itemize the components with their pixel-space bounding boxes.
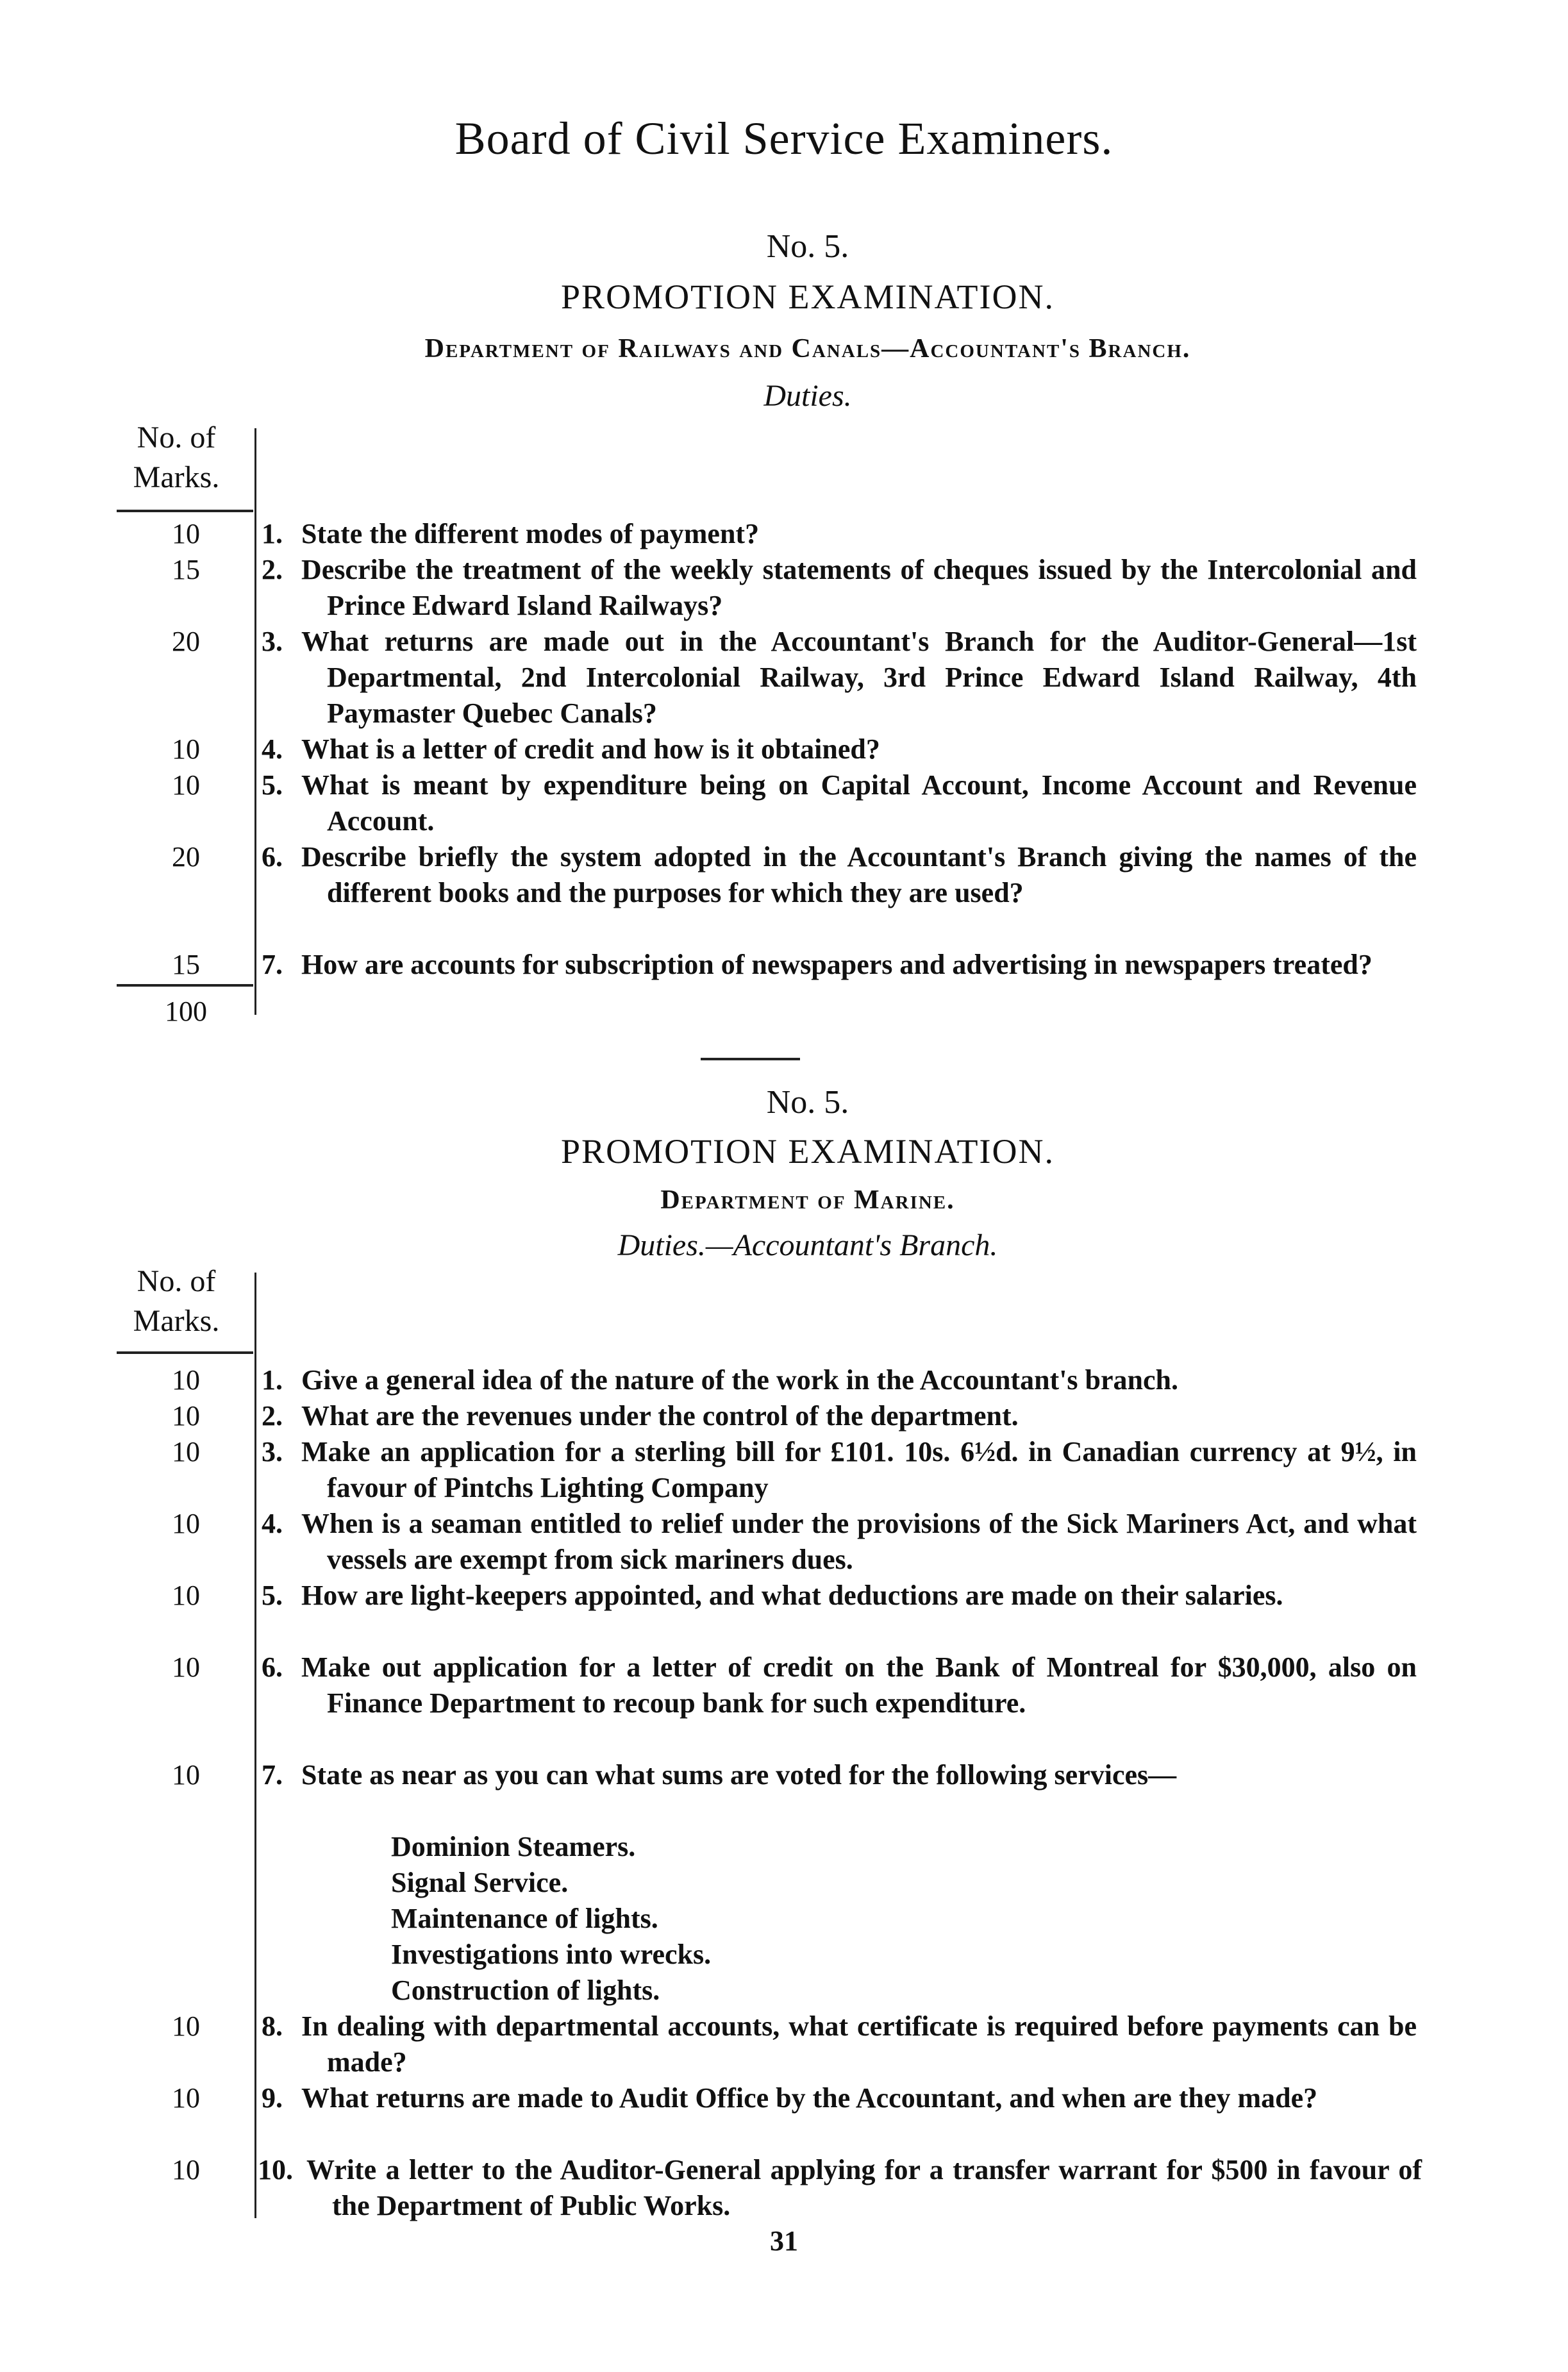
question-number: 1.	[262, 518, 283, 549]
duties-subtitle: Duties.	[763, 379, 852, 413]
question-text: Make out application for a letter of credit on the Bank of Montreal for $30,000, also on Finance Department to recoup bank for such expenditure.	[301, 1651, 1417, 1719]
question-row	[0, 1398, 1568, 1434]
board-title: Board of Civil Service Examiners.	[455, 113, 1113, 164]
question-marks: 15	[172, 554, 200, 585]
service-item: Signal Service.	[391, 1867, 569, 1898]
question-marks: 10	[172, 1436, 200, 1467]
marks-column-header	[96, 1262, 256, 1341]
question-row	[0, 839, 1568, 947]
question-number: 4.	[262, 733, 283, 765]
question-number: 2.	[262, 554, 283, 585]
question-marks: 10	[172, 1759, 200, 1791]
marks-header-line: No. of	[137, 421, 216, 455]
question-text: Describe briefly the system adopted in the Accountant's Branch giving the names of the different books and the purposes for which they are used?	[301, 841, 1417, 908]
question-number: 5.	[262, 769, 283, 801]
question-text: State as near as you can what sums are voted for the following services—	[301, 1759, 1177, 1791]
question-row	[0, 624, 1568, 731]
services-list	[391, 1829, 711, 2009]
exam-title: PROMOTION EXAMINATION.	[561, 278, 1055, 316]
question-marks: 10	[172, 733, 200, 765]
question-number: 1.	[262, 1364, 283, 1396]
question-row	[0, 2009, 1568, 2080]
question-number: 7.	[262, 1759, 283, 1791]
question-marks: 10	[172, 2082, 200, 2114]
question-row	[0, 1506, 1568, 1578]
question-number: 3.	[262, 1436, 283, 1467]
marks-header-rule	[117, 1351, 253, 1354]
marks-header-line: Marks.	[133, 460, 220, 494]
question-number: 8.	[262, 2010, 283, 2042]
service-item: Investigations into wrecks.	[391, 1939, 712, 1970]
question-number: 7.	[262, 949, 283, 980]
question-text: Give a general idea of the nature of the work in the Accountant's branch.	[301, 1364, 1179, 1396]
department-heading: Department of Marine.	[660, 1185, 955, 1215]
question-row	[0, 1434, 1568, 1506]
question-text: What are the revenues under the control of the department.	[301, 1400, 1019, 1432]
question-row	[0, 552, 1568, 624]
question-marks: 20	[172, 841, 200, 873]
duties-subtitle: Duties.—Accountant's Branch.	[617, 1228, 998, 1262]
question-marks: 10	[172, 518, 200, 549]
marks-column-header	[96, 418, 256, 497]
page-number: 31	[770, 2225, 798, 2257]
marks-total: 100	[165, 996, 207, 1027]
question-text: What returns are made out in the Accountant's Branch for the Auditor-General—1st Departmental, 2nd Intercolonial Railway, 3rd Prince Edward Island Railway, 4th Paymaster Quebec Canals?	[301, 626, 1417, 729]
exam-title: PROMOTION EXAMINATION.	[561, 1132, 1055, 1171]
question-row	[0, 767, 1568, 839]
question-marks: 10	[172, 2154, 200, 2185]
question-row	[0, 1650, 1568, 1757]
section-separator	[701, 1058, 800, 1060]
question-text: In dealing with departmental accounts, what certificate is required before payments can be made?	[301, 2010, 1417, 2078]
question-row	[0, 516, 1568, 552]
question-number: 2.	[262, 1400, 283, 1432]
total-rule	[117, 984, 253, 987]
question-row	[0, 1757, 1568, 2009]
question-text: When is a seaman entitled to relief under the provisions of the Sick Mariners Act, and what vessels are exempt from sick mariners dues.	[301, 1508, 1417, 1575]
exam-number: No. 5.	[766, 228, 849, 265]
marks-header-line: Marks.	[133, 1304, 220, 1338]
question-text: How are light-keepers appointed, and what deductions are made on their salaries.	[301, 1580, 1283, 1611]
question-text: What is a letter of credit and how is it obtained?	[301, 733, 880, 765]
question-text: What returns are made to Audit Office by the Accountant, and when are they made?	[301, 2082, 1318, 2114]
question-number: 10.	[258, 2154, 293, 2185]
question-marks: 10	[172, 1364, 200, 1396]
question-number: 6.	[262, 841, 283, 873]
question-number: 9.	[262, 2082, 283, 2114]
question-marks: 15	[172, 949, 200, 980]
department-heading: Department of Railways and Canals—Accountant's Branch.	[424, 334, 1191, 363]
question-marks: 10	[172, 2010, 200, 2042]
service-item: Dominion Steamers.	[391, 1831, 636, 1862]
exam-number: No. 5.	[766, 1084, 849, 1121]
question-text: What is meant by expenditure being on Capital Account, Income Account and Revenue Account.	[301, 769, 1417, 837]
question-number: 4.	[262, 1508, 283, 1539]
question-number: 5.	[262, 1580, 283, 1611]
marks-header-rule	[117, 510, 253, 512]
question-marks: 10	[172, 1400, 200, 1432]
question-text: State the different modes of payment?	[301, 518, 760, 549]
question-number: 6.	[262, 1651, 283, 1683]
question-marks: 10	[172, 1508, 200, 1539]
service-item: Construction of lights.	[391, 1975, 660, 2006]
marks-header-line: No. of	[137, 1264, 216, 1298]
question-marks: 20	[172, 626, 200, 657]
question-text: How are accounts for subscription of newspapers and advertising in newspapers treated?	[301, 949, 1372, 980]
question-text: Write a letter to the Auditor-General applying for a transfer warrant for $500 in favour of the Department of Public Works.	[306, 2154, 1422, 2221]
service-item: Maintenance of lights.	[391, 1903, 658, 1934]
question-text: Describe the treatment of the weekly statements of cheques issued by the Intercolonial and Prince Edward Island Railways?	[301, 554, 1417, 621]
question-marks: 10	[172, 769, 200, 801]
question-number: 3.	[262, 626, 283, 657]
question-row	[0, 2152, 1568, 2224]
question-row	[0, 1578, 1568, 1650]
question-text: Make an application for a sterling bill for £101. 10s. 6½d. in Canadian currency at 9½, in favour of Pintchs Lighting Company	[301, 1436, 1417, 1503]
question-row	[0, 731, 1568, 767]
question-row	[0, 1362, 1568, 1398]
question-marks: 10	[172, 1651, 200, 1683]
question-row	[0, 2080, 1568, 2152]
question-marks: 10	[172, 1580, 200, 1611]
